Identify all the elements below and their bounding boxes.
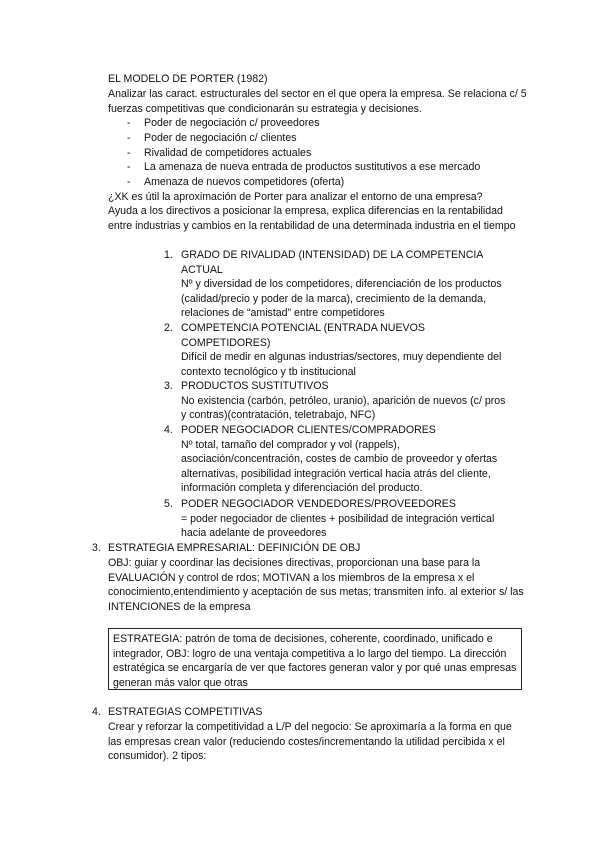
item-body: Nº total, tamaño del comprador y vol (rappels), asociación/concentración, costes de cambio de proveedor y ofertas alternativas, posibilidad integración vertical hacia atrás del cliente, información completa y diferenciación del producto. xyxy=(181,438,498,495)
section-3-text: OBJ: guiar y coordinar las decisiones directivas, proporcionan una base para la EVALUACIÓN y control de rdos; MOTIVAN a los miembros de la empresa x el conocimiento,entendimiento y aceptación de sus metas; transmiten info. al exterior s/ las INTENCIONES de la empresa xyxy=(108,557,524,613)
answer-paragraph: Ayuda a los directivos a posicionar la empresa, explica diferencias en la rentabilidad entre industrias y cambios en la rentabilidad de una determinada industria en el tiempo xyxy=(108,205,516,232)
list-item: - La amenaza de nueva entrada de productos sustitutivos a ese mercado xyxy=(127,161,481,173)
item-heading: PRODUCTOS SUSTITUTIVOS xyxy=(181,380,329,392)
document-page: EL MODELO DE PORTER (1982) Analizar las caract. estructurales del sector en el que opera la empresa. Se relaciona c/ 5 fuerzas competitivas que condicionarán su estrategia y decisiones. - Poder de negociación c/ proveedores - Poder de negociación c/ clientes - Rivalidad de competidores actuales - La amenaza de nueva entrada de productos sustitutivos a ese mercado - Amenaza de nuevos competidores (oferta) ¿XK es útil la aproximación de Porter para analizar el entorno de una empresa? Ayuda a los directivos a posicionar la empresa, explica diferencias en la rentabilidad entre industrias y cambios en la rentabilidad de una determinada industria en el tiempo 1. GRADO DE RIVALIDAD (INTENSIDAD) DE LA COMPETENCIA ACTUAL Nº y diversidad de los competidores, diferenciación de los productos (calidad/precio y poder de la marca), crecimiento de la demanda, relaciones de “amistad” entre competidores 2. COMPETENCIA POTENCIAL (ENTRADA NUEVOS COMPETIDORES) Difícil de medir en algunas industrias/sectores, muy dependiente del contexto tecnológico y tb institucional 3. PRODUCTOS SUSTITUTIVOS No existencia (carbón, petróleo, uranio), aparición de nuevos (c/ pros y contras)(contratación, teletrabajo, NFC) 4. PODER NEGOCIADOR CLIENTES/COMPRADORES Nº total, tamaño del comprador y vol (rappels), asociación/concentración, costes de cambio de proveedor y ofertas alternativas, posibilidad integración vertical hacia atrás del cliente, información completa y diferenciación del producto. 5. PODER NEGOCIADOR VENDEDORES/PROVEEDORES = poder negociador de clientes + posibilidad de integración vertical hacia adelante de proveedores 3. ESTRATEGIA EMPRESARIAL: DEFINICIÓN DE OBJ OBJ: guiar y coordinar las decisiones directivas, proporcionan una base para la EVALUACIÓN y control de rdos; MOTIVAN a los miembros de la empresa x el conocimiento,entendimiento y aceptación de sus metas; transmiten info. al exterior s/ las INTENCIONES de la empresa ESTRATEGIA: patrón de toma de decisiones, coherente, coordinado, unificado e integrador, OBJ: logro de una ventaja competitiva a lo largo del tiempo. La dirección estratégica se encargaría de ver que factores generan valor y por qué unas empresas generan más valor que otras 4. ESTRATEGIAS COMPETITIVAS Crear y reforzar la competitividad a L/P del negocio: Se aproximaría a la forma en que las empresas crean valor (reduciendo costes/incrementando la utilidad percibida x el consumidor). 2 tipos: xyxy=(92,73,527,763)
item-body: No existencia (carbón, petróleo, uranio), aparición de nuevos (c/ pros y contras)(contratación, teletrabajo, NFC) xyxy=(181,394,506,422)
item-heading: GRADO DE RIVALIDAD (INTENSIDAD) DE LA COMPETENCIA ACTUAL xyxy=(181,249,483,276)
list-item: - Rivalidad de competidores actuales xyxy=(127,147,312,159)
intro-paragraph: Analizar las caract. estructurales del sector en el que opera la empresa. Se relaciona c/ 5 fuerzas competitivas que condicionarán su estrategia y decisiones. xyxy=(108,88,527,115)
question: ¿XK es útil la aproximación de Porter para analizar el entorno de una empresa? xyxy=(108,191,483,203)
page-title: EL MODELO DE PORTER (1982) xyxy=(108,73,268,85)
list-item: - Poder de negociación c/ clientes xyxy=(127,132,297,144)
item-heading: PODER NEGOCIADOR VENDEDORES/PROVEEDORES xyxy=(181,498,456,510)
list-item: - Poder de negociación c/ proveedores xyxy=(127,117,320,129)
item-body: Nº y diversidad de los competidores, diferenciación de los productos (calidad/precio y poder de la marca), crecimiento de la demanda, relaciones de “amistad” entre competidores xyxy=(181,278,502,320)
item-heading: PODER NEGOCIADOR CLIENTES/COMPRADORES xyxy=(181,424,436,436)
definition-box: ESTRATEGIA: patrón de toma de decisiones, coherente, coordinado, unificado e integrador, OBJ: logro de una ventaja competitiva a lo largo del tiempo. La dirección estratégica se encargaría de ver que factores generan valor y por qué unas empresas generan más valor que otras xyxy=(108,628,522,690)
section-4-text: Crear y reforzar la competitividad a L/P del negocio: Se aproximaría a la forma en que las empresas crean valor (reduciendo costes/incrementando la utilidad percibida x el consumidor). 2 tipos: xyxy=(108,721,512,763)
list-item: - Amenaza de nuevos competidores (oferta) xyxy=(127,176,345,188)
item-body: Difícil de medir en algunas industrias/sectores, muy dependiente del contexto tecnológico y tb institucional xyxy=(181,351,502,378)
item-heading: COMPETENCIA POTENCIAL (ENTRADA NUEVOS COMPETIDORES) xyxy=(181,322,425,349)
item-body: = poder negociador de clientes + posibilidad de integración vertical hacia adelante de proveedores xyxy=(181,512,495,540)
